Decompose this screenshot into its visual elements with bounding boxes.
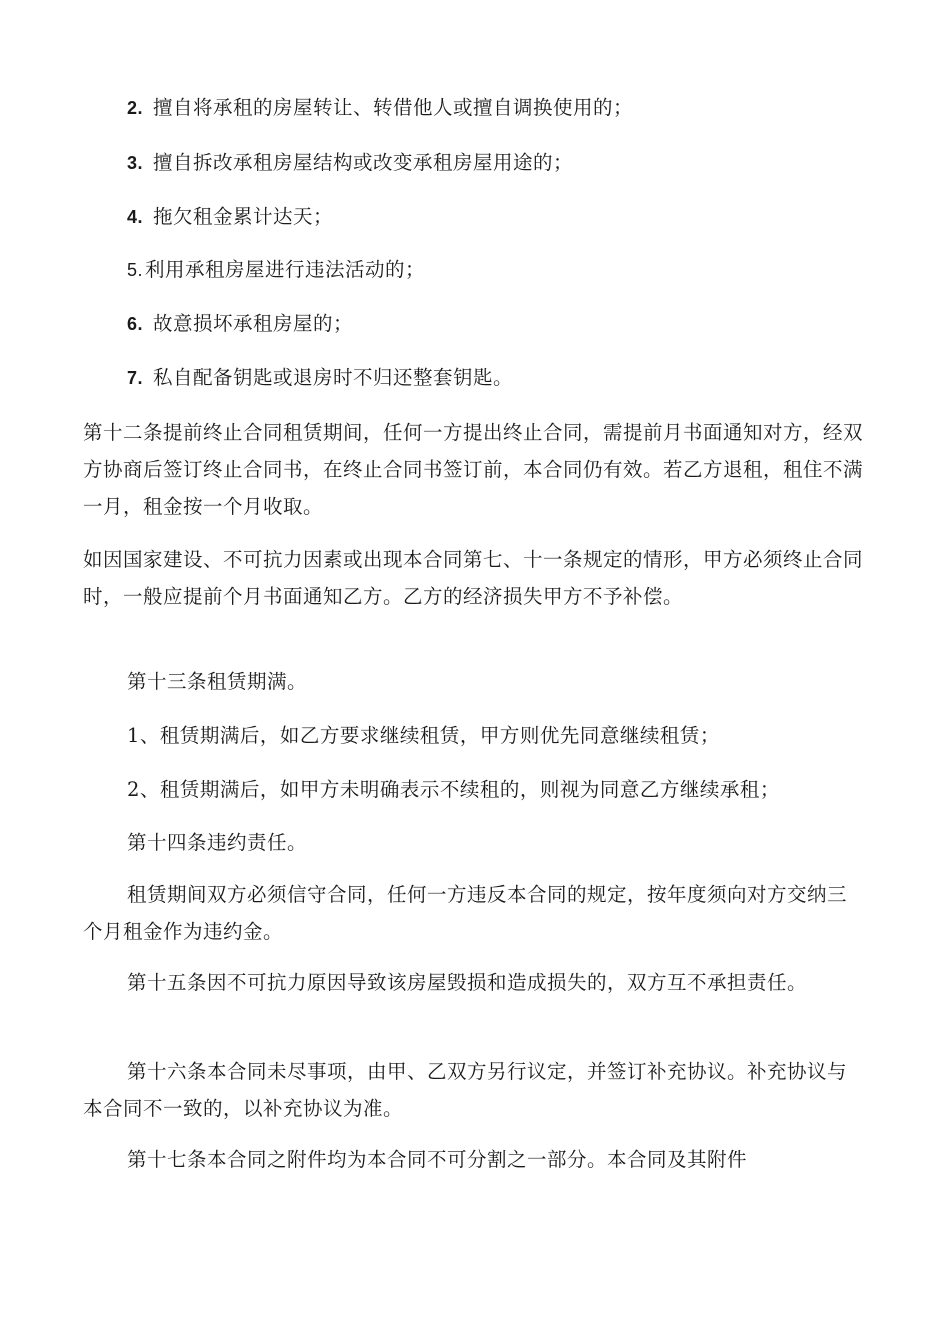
list-item-text: 私自配备钥匙或退房时不归还整套钥匙。 (153, 366, 514, 389)
list-item-number: 7. (127, 368, 144, 388)
list-item (127, 149, 573, 177)
list-item-text: 擅自将承租的房屋转让、转借他人或擅自调换使用的； (153, 96, 634, 119)
article-13-item-1: 1、租赁期满后，如乙方要求继续租赁，甲方则优先同意继续租赁； (127, 724, 720, 747)
list-item (127, 94, 633, 122)
article-14-heading: 第十四条违约责任。 (127, 831, 308, 854)
list-item-number: 3. (127, 153, 144, 173)
list-item-text: 拖欠租金累计达天； (153, 205, 334, 228)
list-item-text: 利用承租房屋进行违法活动的； (145, 258, 426, 281)
article-13-item-2: 2、租赁期满后，如甲方未明确表示不续租的，则视为同意乙方继续承租； (127, 778, 780, 801)
article-13-heading: 第十三条租赁期满。 (127, 670, 308, 693)
list-item (127, 256, 425, 284)
list-item-number: 2. (127, 98, 144, 118)
article-15-paragraph: 第十五条因不可抗力原因导致该房屋毁损和造成损失的，双方互不承担责任。 (127, 971, 808, 994)
list-item-number: 6. (127, 314, 144, 334)
article-12-paragraph: 第十二条提前终止合同租赁期间，任何一方提出终止合同，需提前月书面通知对方，经双方协商后签订终止合同书，在终止合同书签订前，本合同仍有效。若乙方退租，租住不满一月，租金按一个月收取。 (83, 421, 864, 518)
article-12-second-paragraph: 如因国家建设、不可抗力因素或出现本合同第七、十一条规定的情形，甲方必须终止合同时，一般应提前个月书面通知乙方。乙方的经济损失甲方不予补偿。 (83, 548, 864, 608)
article-14-body: 租赁期间双方必须信守合同，任何一方违反本合同的规定，按年度须向对方交纳三个月租金作为违约金。 (83, 883, 848, 943)
list-item-number: 4. (127, 207, 144, 227)
article-17-paragraph: 第十七条本合同之附件均为本合同不可分割之一部分。本合同及其附件 (127, 1148, 748, 1171)
list-item-text: 擅自拆改承租房屋结构或改变承租房屋用途的； (153, 151, 574, 174)
list-item-number: 5. (127, 260, 144, 280)
list-item (127, 203, 333, 231)
article-16-paragraph: 第十六条本合同未尽事项，由甲、乙双方另行议定，并签订补充协议。补充协议与本合同不一致的，以补充协议为准。 (83, 1060, 848, 1120)
list-item (127, 310, 353, 338)
list-item-text: 故意损坏承租房屋的； (153, 312, 354, 335)
list-item (127, 364, 513, 392)
